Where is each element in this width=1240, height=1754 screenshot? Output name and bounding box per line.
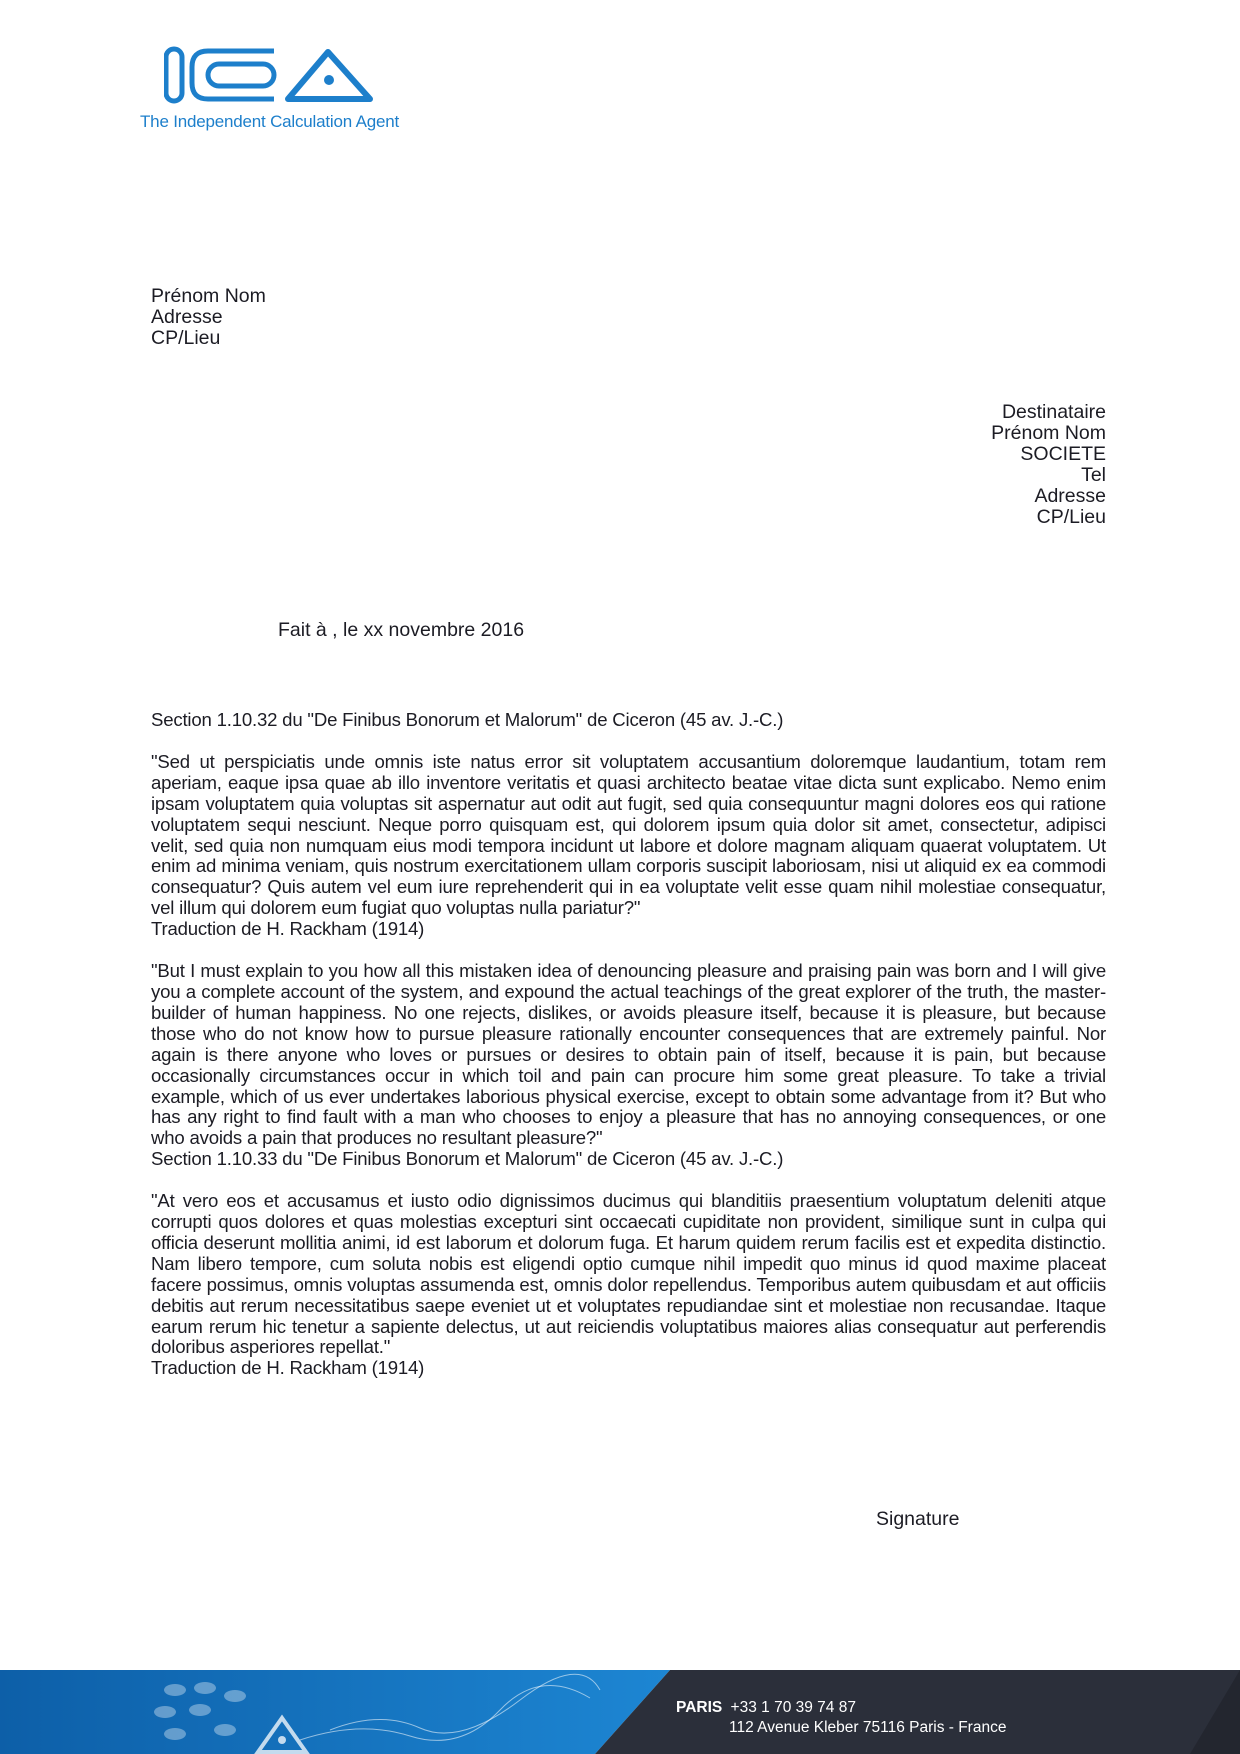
- paragraph-latin-2: "At vero eos et accusamus et iusto odio dignissimos ducimus qui blanditiis praesentium voluptatum deleniti atque corrupti quos dolores et quas molestias excepturi sint occaecati cupiditate non provident, similique sunt in culpa qui officia deserunt mollitia animi, id est laborum et dolorum fuga. Et harum quidem rerum facilis est et expedita distinctio. Nam libero tempore, cum soluta nobis est eligendi optio cumque nihil impedit quo minus id quod maxime placeat facere possimus, omnis voluptas assumenda est, omnis dolor repellendus. Temporibus autem quibusdam et aut officiis debitis aut rerum necessitatibus saepe eveniet ut et voluptates repudiandae sint et molestiae non recusandae. Itaque earum rerum hic tenetur a sapiente delectus, ut aut reiciendis voluptatibus maiores alias consequatur aut perferendis doloribus asperiores repellat.": [151, 1190, 1106, 1358]
- recipient-label: Destinataire: [1001, 401, 1106, 423]
- recipient-phone: Tel: [1081, 464, 1106, 486]
- recipient-street: Adresse: [1034, 485, 1106, 507]
- recipient-city: CP/Lieu: [1036, 506, 1106, 528]
- footer-band: [0, 1670, 1240, 1754]
- section-heading: Section 1.10.32 du "De Finibus Bonorum et Malorum" de Ciceron (45 av. J.-C.): [151, 709, 784, 730]
- footer-contact: [676, 1698, 1006, 1738]
- sender-name: Prénom Nom: [151, 285, 266, 307]
- footer-address: 112 Avenue Kleber 75116 Paris - France: [729, 1719, 1007, 1736]
- footer-phone[interactable]: +33 1 70 39 74 87: [730, 1699, 856, 1716]
- translation-credit: Traduction de H. Rackham (1914): [151, 918, 425, 940]
- sender-street: Adresse: [151, 306, 223, 328]
- letter-date: Fait à , le xx novembre 2016: [278, 619, 525, 641]
- recipient-name: Prénom Nom: [991, 422, 1106, 444]
- recipient-address: [991, 402, 1106, 528]
- footer-graphic-icon: [0, 1670, 1240, 1754]
- sender-address: [151, 286, 266, 349]
- section-heading: Section 1.10.33 du "De Finibus Bonorum et Malorum" de Ciceron (45 av. J.-C.): [151, 1148, 784, 1170]
- recipient-company: SOCIETE: [1020, 443, 1106, 465]
- footer-city: PARIS: [676, 1699, 723, 1716]
- paragraph-latin-1: "Sed ut perspiciatis unde omnis iste natus error sit voluptatem accusantium doloremque laudantium, totam rem aperiam, eaque ipsa quae ab illo inventore veritatis et quasi architecto beatae vitae dicta sunt explicabo. Nemo enim ipsam voluptatem quia voluptas sit aspernatur aut odit aut fugit, sed quia consequuntur magni dolores eos qui ratione voluptatem sequi nesciunt. Neque porro quisquam est, qui dolorem ipsum quia dolor sit amet, consectetur, adipisci velit, sed quia non numquam eius modi tempora incidunt ut labore et dolore magnam aliquam quaerat voluptatem. Ut enim ad minima veniam, quis nostrum exercitationem ullam corporis suscipit laboriosam, nisi ut aliquid ex ea commodi consequatur? Quis autem vel eum iure reprehenderit qui in ea voluptate velit esse quam nihil molestiae consequatur, vel illum qui dolorem eum fugiat quo voluptas nulla pariatur?": [151, 750, 1106, 919]
- sender-city: CP/Lieu: [151, 327, 221, 349]
- logo-tagline: The Independent Calculation Agent: [140, 112, 399, 131]
- letter-body: [151, 710, 1106, 1379]
- ica-wordmark-icon: [164, 46, 384, 104]
- signature-label: Signature: [876, 1508, 960, 1530]
- translation-credit: Traduction de H. Rackham (1914): [151, 1357, 425, 1379]
- paragraph-english: "But I must explain to you how all this mistaken idea of denouncing pleasure and praising pain was born and I will give you a complete account of the system, and expound the actual teachings of the great explorer of the truth, the master-builder of human happiness. No one rejects, dislikes, or avoids pleasure itself, because it is pleasure, but because those who do not know how to pursue pleasure rationally encounter consequences that are extremely painful. Nor again is there anyone who loves or pursues or desires to obtain pain of itself, because it is pain, but because occasionally circumstances occur in which toil and pain can procure him some great pleasure. To take a trivial example, which of us ever undertakes laborious physical exercise, except to obtain some advantage from it? But who has any right to find fault with a man who chooses to enjoy a pleasure that has no annoying consequences, or one who avoids a pain that produces no resultant pleasure?": [151, 960, 1106, 1149]
- company-logo: [140, 46, 420, 138]
